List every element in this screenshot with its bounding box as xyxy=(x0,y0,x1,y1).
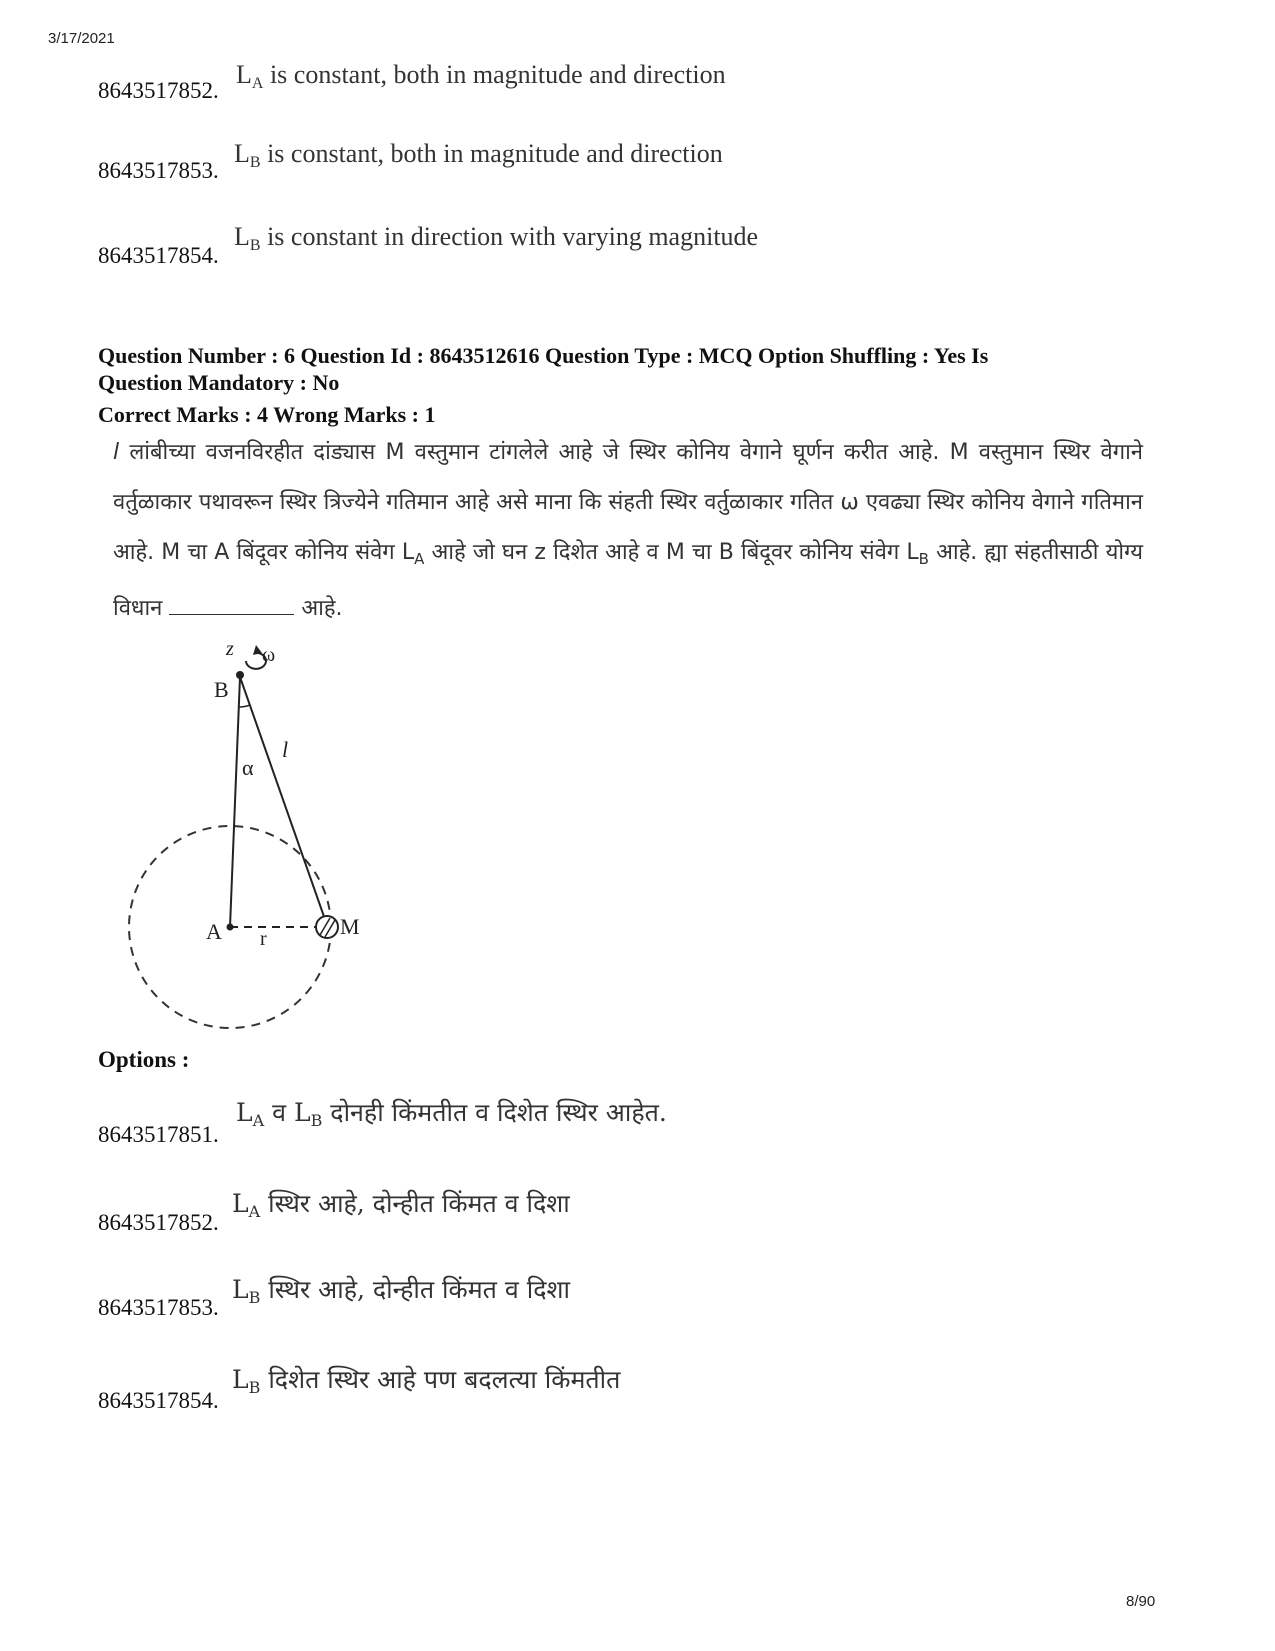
prev-option-text: $L_B$ is constant in direction with varying magnitude xyxy=(234,222,759,254)
page-number: 8/90 xyxy=(1126,1593,1156,1610)
label-omega: ω xyxy=(262,644,276,666)
label-r: r xyxy=(260,928,267,950)
option-id: 8643517853. xyxy=(98,1295,219,1320)
option-text: $L_A$ व $L_B$ दोनही किंमतीत व दिशेत स्थिर आहेत. xyxy=(236,1098,667,1130)
label-l: l xyxy=(282,737,289,762)
length-symbol: l xyxy=(113,440,120,465)
point-b xyxy=(236,671,244,679)
angle-arc xyxy=(239,705,250,707)
label-a: A xyxy=(206,919,222,944)
prev-option-id: 8643517854. xyxy=(98,243,219,268)
option-id: 8643517851. xyxy=(98,1122,219,1147)
option-text: $L_B$ दिशेत स्थिर आहे पण बदलत्या किंमतीत xyxy=(232,1365,621,1397)
rod-line xyxy=(240,677,328,928)
prev-option-text: $L_B$ is constant, both in magnitude and direction xyxy=(234,139,723,171)
question-meta-line2: Question Mandatory : No xyxy=(98,370,340,395)
prev-option-text: $L_A$ is constant, both in magnitude and direction xyxy=(236,60,726,92)
vertical-axis-line xyxy=(230,677,240,927)
point-a xyxy=(227,924,234,931)
label-m: M xyxy=(340,914,360,939)
prev-option-id: 8643517852. xyxy=(98,78,219,103)
question-marks: Correct Marks : 4 Wrong Marks : 1 xyxy=(98,402,436,427)
options-label: Options : xyxy=(98,1047,190,1072)
answer-blank xyxy=(169,596,294,615)
label-alpha: α xyxy=(242,755,254,780)
question-meta-line1: Question Number : 6 Question Id : 8643512616 Question Type : MCQ Option Shuffling : Yes Is xyxy=(98,343,989,368)
label-b: B xyxy=(214,677,229,702)
question-body: l लांबीच्या वजनविरहीत दांड्यास M वस्तुमान टांगलेले आहे जे स्थिर कोनिय वेगाने घूर्णन करीत आहे. M वस्तुमान स्थिर वेगाने वर्तुळाकार पथावरून स्थिर त्रिज्येने गतिमान आहे असे माना कि संहती स्थिर वर्तुळाकार गतित ω एवढ्या स्थिर कोनिय वेगाने गतिमान आहे. M चा A बिंदूवर कोनिय संवेग $L_A$ आहे जो घन z दिशेत आहे व M चा B बिंदूवर कोनिय संवेग $L_B$ आहे. ह्या संहतीसाठी योग्य विधान आहे. xyxy=(113,440,1143,621)
question-meta xyxy=(98,342,1158,396)
option-id: 8643517852. xyxy=(98,1210,219,1235)
conical-pendulum-diagram xyxy=(110,635,400,1045)
option-id: 8643517854. xyxy=(98,1388,219,1413)
prev-option-id: 8643517853. xyxy=(98,158,219,183)
label-z: z xyxy=(226,638,234,660)
option-text: $L_A$ स्थिर आहे, दोन्हीत किंमत व दिशा xyxy=(232,1189,570,1221)
option-text: $L_B$ स्थिर आहे, दोन्हीत किंमत व दिशा xyxy=(232,1275,570,1307)
print-date: 3/17/2021 xyxy=(48,30,115,47)
